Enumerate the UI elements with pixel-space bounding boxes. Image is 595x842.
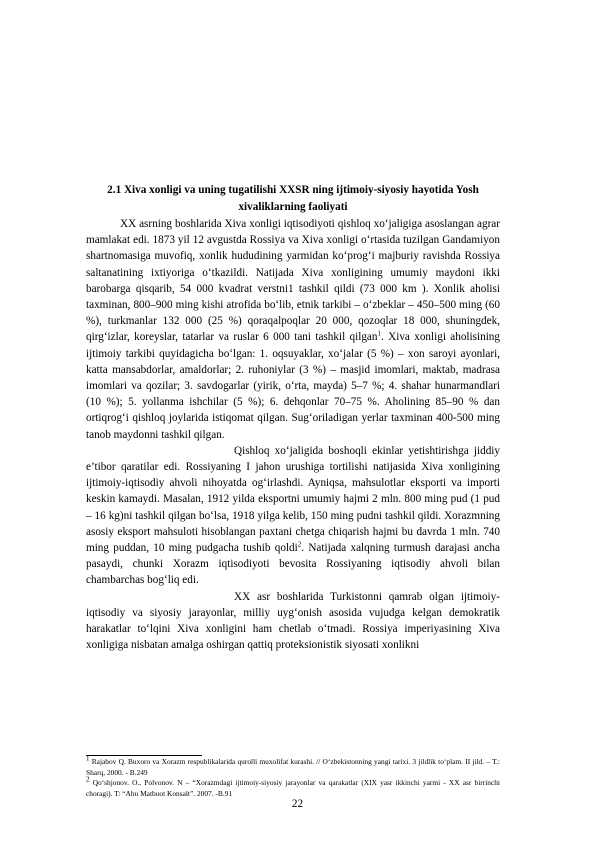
footnotes	[86, 754, 500, 799]
body-text	[86, 216, 500, 653]
section-heading: 2.1 Xiva xonligi va uning tugatilishi XXSR ning ijtimoiy-siyosiy hayotida Yosh xivaliklarning faoliyati	[107, 184, 479, 213]
footnote-2-mark: 2	[86, 775, 90, 784]
footnote-1-mark: 1	[86, 754, 90, 763]
paragraph-2-part-a: Qishloq xo‘jaligida boshoqli ekinlar yetishtirishga jiddiy e’tibor qaratilar edi. Rossiyaning I jahon urushiga tortilishi natijasida Xiva xonligining ijtimoiy-iqtisodiy ahvoli nihoyatda og‘irlashdi. Ayniqsa, mahsulotlar eksporti va importi keskin kamaydi. Masalan, 1912 yilda eksportni umumiy hajmi 2 mln. 800 ming pud (1 pud – 16 kg)ni tashkil qilgan bo‘lsa, 1918 yilga kelib, 150 ming pudni tashkil qildi. Xorazmning asosiy eksport mahsuloti hisoblangan paxtani chetga chiqarish hajmi bu davrda 1 mln. 740 ming puddan, 10 ming pudgacha tushib qoldi	[86, 444, 500, 555]
footnote-ref-2[interactable]: 2	[297, 540, 302, 549]
paragraph-2-part-b: . Natijada xalqning turmush darajasi ancha pasaydi, chunki Xorazm iqtisodiyoti bevosita Rossiyaning iqtisodiy ahvoli bilan chambarchas bog‘liq edi.	[86, 542, 500, 587]
paragraph-2	[86, 443, 500, 589]
paragraph-3: XX asr boshlarida Turkistonni qamrab olgan ijtimoiy-iqtisodiy va siyosiy jarayonlar, milliy uyg‘onish asosida vujudga kelgan demokratik harakatlar to‘lqini Xiva xonligini ham chetlab o‘tmadi. Rossiya imperiyasining Xiva xonligiga nisbatan amalga oshirgan qattiq proteksionistik siyosati xonlikni	[86, 590, 500, 652]
footnote-2	[86, 775, 500, 799]
footnote-separator	[86, 755, 202, 756]
paragraph-1-part-b: . Xiva xonligi aholisining ijtimoiy tarkibi quyidagicha bo‘lgan: 1. oqsuyaklar, xo‘jalar (5 %) – xon saroyi ayonlari, katta mansabdorlar, amaldorlar; 2. ruhoniylar (3 %) – masjid imomlari, maktab, madrasa imomlari va qozilar; 3. savdogarlar (yirik, o‘rta, mayda) 5–7 %; 4. shahar hunarmandlari (10 %); 5. yollanma ishchilar (5 %); 6. dehqonlar 70–75 %. Aholining 85–90 % dan ortiqrog‘i qishloq joylarida istiqomat qilgan. Sug‘oriladigan yerlar taxminan 400-500 ming tanob maydonni tashkil qilgan.	[86, 331, 500, 441]
footnote-1	[86, 754, 500, 778]
paragraph-1	[86, 216, 500, 443]
page-number: 22	[291, 798, 304, 810]
footnote-1-text: Rajabov Q. Buxoro va Xorazm respublikalarida qurolli muxolifat kurashi. // O‘zbekistonning yangi tarixi. 3 jildlik to‘plam. II jild. – T.: Sharq, 2000. - B.249	[86, 757, 500, 777]
footnote-ref-1[interactable]: 1	[377, 329, 381, 338]
footnote-2-text: Qo‘shjonov. O., Polvonov. N – “Xorazmdagi ijtimoiy-siyosiy jarayonlar va qarakatlar (XIX yasr ikkinchi yarmi - XX asr birrinchi choragi). T: “Abu Matbuot Konsalt”. 2007. -B.91	[86, 778, 500, 798]
paragraph-1-part-a: XX asrning boshlarida Xiva xonligi iqtisodiyoti qishloq xo‘jaligiga asoslangan agrar mamlakat edi. 1873 yil 12 avgustda Rossiya va Xiva xonligi o‘rtasida tuzilgan Gandamiyon shartnomasiga muvofiq, xonlik hududining yarmidan ko‘prog‘i majburiy ravishda Rossiya saltanatining ixtiyoriga o‘tkazildi. Natijada Xiva xonligining umumiy maydoni ikki barobarga qisqarib, 54 000 kvadrat verstni1 tashkil qildi (73 000 km ). Xonlik aholisi taxminan, 800–900 ming kishi atrofida bo‘lib, etnik tarkibi – o‘zbeklar – 450–500 ming (60 %), turkmanlar 132 000 (25 %) qoraqalpoqlar 20 000, qozoqlar 18 000, shuningdek, qirg‘izlar, koreyslar, tatarlar va ruslar 6 000 tani tashkil qilgan	[86, 218, 500, 344]
